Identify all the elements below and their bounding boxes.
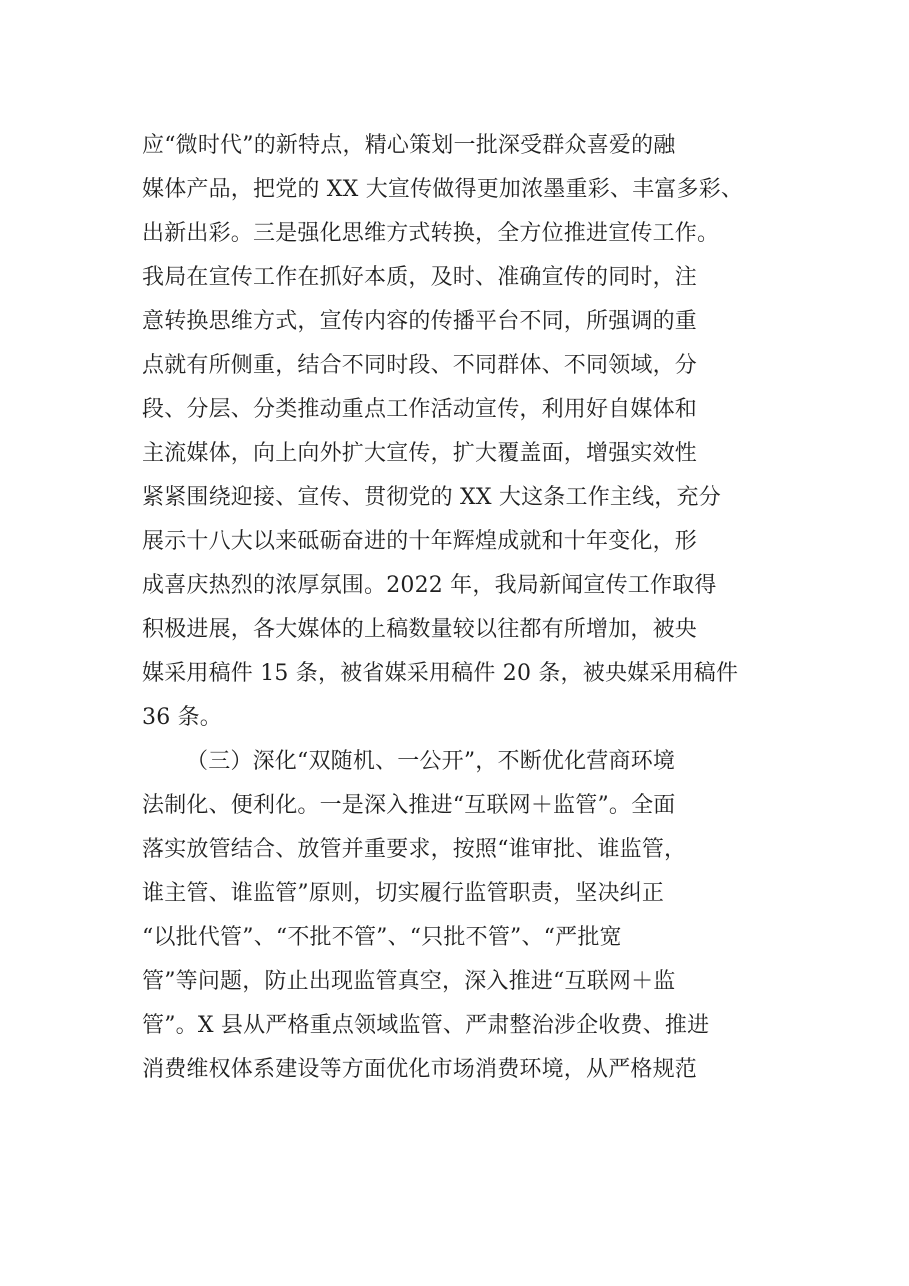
text-line: 成喜庆热烈的浓厚氛围。2022 年，我局新闻宣传工作取得 [142,573,717,598]
text-line: 应“微时代”的新特点，精心策划一批深受群众喜爱的融 [142,133,676,158]
text-line: 积极进展，各大媒体的上稿数量较以往都有所增加，被央 [142,617,698,642]
text-line: “以批代管”、“不批不管”、“只批不管”、“严批宽 [142,925,622,950]
text-line: 36 条。 [142,705,222,730]
text-line: 消费维权体系建设等方面优化市场消费环境，从严格规范 [142,1057,698,1082]
text-line: 我局在宣传工作在抓好本质，及时、准确宣传的同时，注 [142,265,698,290]
text-line: 管”。X 县从严格重点领域监管、严肃整治涉企收费、推进 [142,1013,710,1038]
text-line: 谁主管、谁监管”原则，切实履行监管职责，坚决纠正 [142,881,665,906]
text-line: 媒采用稿件 15 条，被省媒采用稿件 20 条，被央媒采用稿件 [142,661,739,686]
text-line: 管”等问题，防止出现监管真空，深入推进“互联网＋监 [142,969,676,994]
text-line: 主流媒体，向上向外扩大宣传，扩大覆盖面，增强实效性 [142,441,698,466]
text-line: 法制化、便利化。一是深入推进“互联网＋监管”。全面 [142,793,676,818]
section-heading-line: （三）深化“双随机、一公开”，不断优化营商环境 [186,749,676,774]
text-line: 出新出彩。三是强化思维方式转换，全方位推进宣传工作。 [142,221,720,246]
text-line: 落实放管结合、放管并重要求，按照“谁审批、谁监管， [142,837,687,862]
body-text [142,124,782,1092]
text-line: 紧紧围绕迎接、宣传、贯彻党的 XX 大这条工作主线，充分 [142,485,721,510]
text-line: 意转换思维方式，宣传内容的传播平台不同，所强调的重 [142,309,698,334]
text-line: 展示十八大以来砥砺奋进的十年辉煌成就和十年变化，形 [142,529,698,554]
text-line: 段、分层、分类推动重点工作活动宣传，利用好自媒体和 [142,397,698,422]
text-line: 媒体产品，把党的 XX 大宣传做得更加浓墨重彩、丰富多彩、 [142,177,744,202]
text-line: 点就有所侧重，结合不同时段、不同群体、不同领域，分 [142,353,698,378]
